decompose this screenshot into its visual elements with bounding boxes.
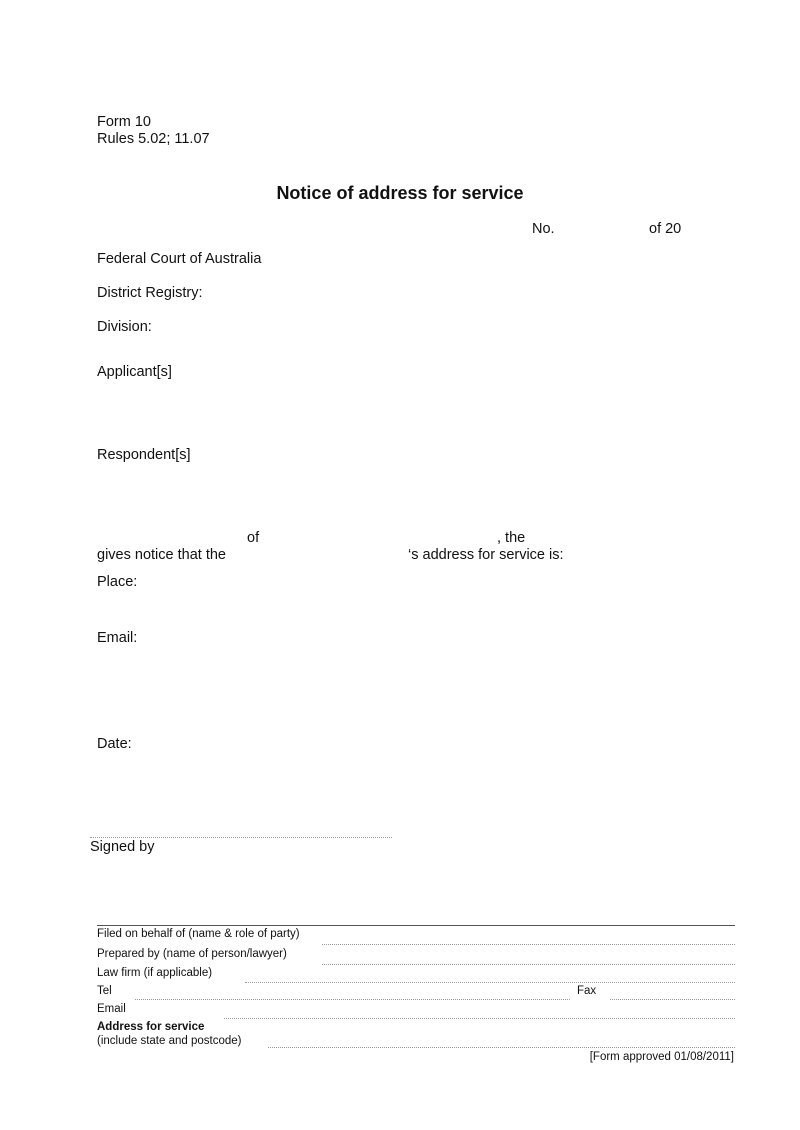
respondent-label: Respondent[s] — [97, 447, 191, 463]
address-note: (include state and postcode) — [97, 1035, 242, 1047]
law-firm-label: Law firm (if applicable) — [97, 967, 213, 979]
page-title: Notice of address for service — [276, 183, 524, 203]
form-approval: [Form approved 01/08/2011] — [589, 1051, 734, 1063]
address-for-service-label: Address for service — [97, 1021, 205, 1033]
notice-gives-text: gives notice that the — [97, 547, 226, 563]
email-footer-line — [224, 1018, 735, 1019]
applicant-label: Applicant[s] — [97, 364, 172, 380]
footer-divider — [97, 925, 735, 926]
place-label: Place: — [97, 574, 138, 590]
division-label: Division: — [97, 319, 152, 335]
form-rules: Rules 5.02; 11.07 — [97, 131, 210, 147]
tel-label: Tel — [97, 985, 112, 997]
signature-line — [90, 837, 392, 838]
signed-by-label: Signed by — [90, 839, 155, 855]
email-label: Email: — [97, 630, 138, 646]
district-registry-label: District Registry: — [97, 285, 203, 301]
case-year-label: of 20 — [649, 221, 682, 237]
law-firm-line — [245, 982, 735, 983]
notice-the-text: , the — [497, 530, 526, 546]
tel-line — [135, 999, 570, 1000]
court-name: Federal Court of Australia — [97, 251, 262, 267]
filed-on-behalf-line — [322, 944, 735, 945]
case-number-label: No. — [532, 221, 555, 237]
notice-address-text: ‘s address for service is: — [408, 547, 564, 563]
prepared-by-line — [322, 964, 735, 965]
date-label: Date: — [97, 736, 132, 752]
email-footer-label: Email — [97, 1003, 126, 1015]
filed-on-behalf-label: Filed on behalf of (name & role of party) — [97, 928, 300, 940]
fax-line — [610, 999, 735, 1000]
fax-label: Fax — [577, 985, 597, 997]
address-line — [268, 1047, 735, 1048]
form-number: Form 10 — [97, 114, 151, 130]
notice-of-text: of — [247, 530, 260, 546]
prepared-by-label: Prepared by (name of person/lawyer) — [97, 948, 287, 960]
